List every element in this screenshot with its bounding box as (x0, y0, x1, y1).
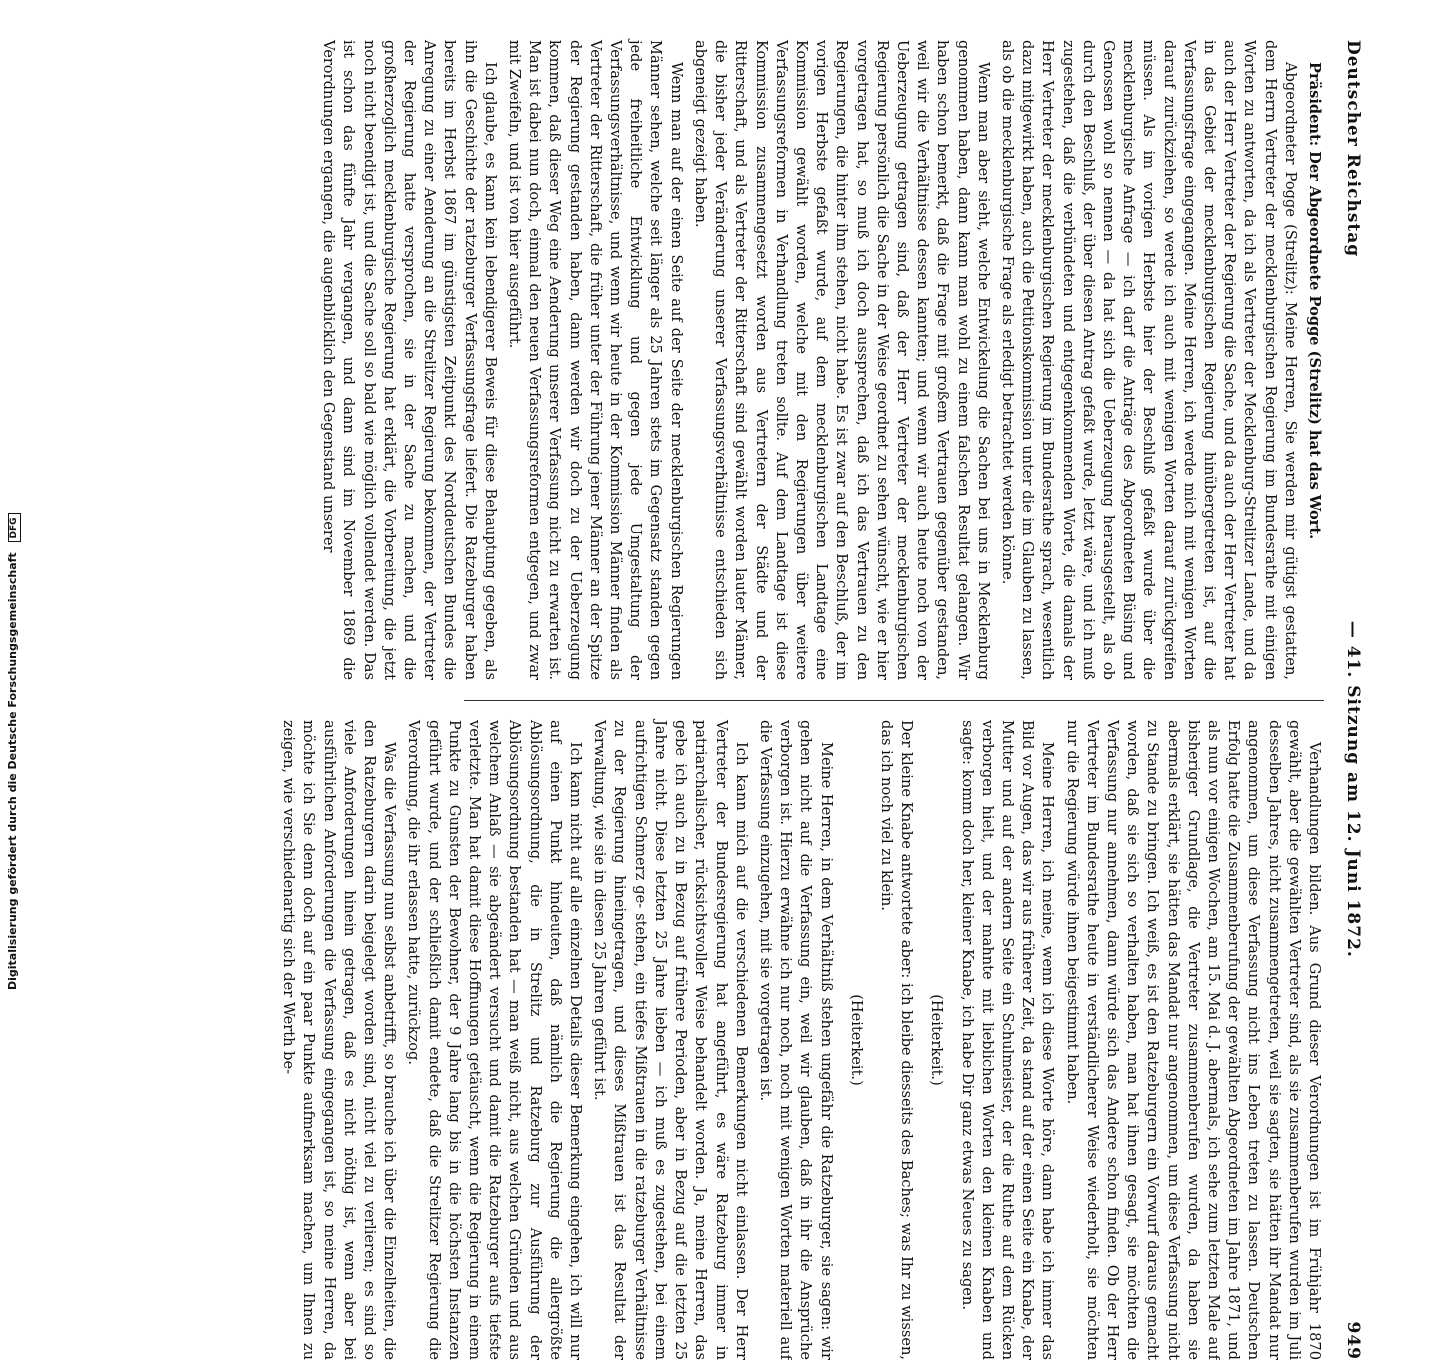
paragraph: Wenn man aber sieht, welche Entwickelung die Sachen bei uns in Mecklenburg genommen haben, dann kann man wohl zu einem falschen Resultat gelangen. Wir haben schon bemerkt, daß die Frage mit großem Vertrauen gegenüber gestanden, weil wir die Verhältnisse dessen kannten; und wenn wir auch heute noch von der Ueberzeugung getragen sind, daß der Herr Vertreter der mecklenburgischen Regierung persönlich die Sache in der Weise geordnet zu sehen wünscht, wie er hier vorgetragen hat, so muß ich doch aussprechen, daß ich das Vertrauen zu den Regierungen, die hinter ihm stehen, nicht habe. Es ist zwar auf den Beschluß, der im vorigen Herbste gefaßt wurde, auf dem mecklenburgischen Landtage eine Kommission gewählt worden, welche mit den Regierungen über weitere Verfassungsreformen in Verhandlung treten sollte. Auf dem Landtage ist diese Kommission zusammengesetzt worden aus Vertretern der Städte und der Ritterschaft, und als Vertreter der Ritterschaft sind gewählt worden lauter Männer, die bisher jeder Veränderung unserer Verfassungsverhältnisse entschieden sich abgeneigt gezeigt haben. (690, 40, 993, 680)
column-divider (464, 700, 1324, 701)
dfg-logo: DFG (8, 513, 21, 542)
paragraph: Verhandlungen bilden. Aus Grund dieser Verordnungen ist im Frühjahr 1870 gewählt, aber die gewählten Vertreter sind, als sie zusammenberufen wurden im Juli desselben Jahres, nicht zusammengetreten, weil sie sagten, sie hätten ihr Mandat nur angenommen, um diese Verfassung nicht ins Leben treten zu lassen. Deutschen Erfolg hatte die Zusammenberufung der gewählten Abgeordneten im Jahre 1871, und als nun vor einigen Wochen, am 15. Mai d. J. abermals, ich sehe zum letzten Male auf bisheriger Grundlage, die Vertreter zusammenberufen wurden, da haben sie abermals erklärt, sie hätten das Mandat nur angenommen, um diese Verfassung nicht zu Stande zu bringen. Ich weiß, es ist den Ratzeburgern ein Vorwurf daraus gemacht worden, daß sie sich so verhalten haben, man hat ihnen gesagt, sie möchten die Verfassung nur annehmen, dann würde sich das Andere schon finden. Ob der Herr Vertreter im Bundesrathe heute in verständlicherer Weise wiederholt, sie möchten nur die Regierung würde ihnen beigestimmt haben. (1061, 720, 1324, 1360)
running-title: Deutscher Reichstag (1343, 40, 1363, 257)
digitization-credit (6, 513, 21, 990)
paragraph: Was die Verfassung nun selbst anbetrifft, so brauche ich über die Einzelheiten, die den Ratzeburgern darin beigelegt worden sind, nicht viel zu verlieren; es sind so viele Anforderungen hinein getragen, daß es nicht nöthig ist, wenn aber bei ausführlichen Anforderungen die Verfassung eingegangen ist, so meine Herren, da möchte ich Sie denn doch auf ein paar Punkte aufmerksam machen, um Ihnen zu zeigen, wie verschiedenartig sich der Werth be- (278, 720, 399, 1360)
credit-text: Digitalisierung gefördert durch die Deutsche Forschungsgemeinschaft (6, 552, 19, 990)
page-header (1338, 40, 1368, 1360)
paragraph: Meine Herren, ich meine, wenn ich diese Worte höre, dann habe ich immer das Bild vor Augen, das wir aus früherer Zeit, da stand auf der einen Seite ein Knabe, der Mutter und auf der andern Seite ein Schulmeister, der die Ruthe auf dem Rücken verborgen hielt, und der mahnte mit lieblichen Worten den kleinen Knaben und sagte: komm doch her, kleiner Knabe, ich habe Dir ganz etwas Neues zu sagen. (956, 720, 1057, 1360)
paragraph: Abgeordneter Pogge (Strelitz): Meine Herren, Sie werden mir gütigst gestatten, dem Herrn Vertreter der mecklenburgischen Regierung im Bundesrathe mit einigen Worten zu antworten, da ich als Vertreter der Mecklenburg-Strelitzer Lande, und da auch der Herr Vertreter der Regierung die Sache, und da auch der Herr Vertreter hat in das Gebiet der mecklenburgischen Regierung hinübergetreten ist, auf die Verfassungsfrage eingegangen. Meine Herren, ich werde mich mit wenigen Worten darauf zurückziehen, so werde ich auch mit wenigen Worten darauf zurückgreifen müssen. Als im vorigen Herbste hier der Beschluß gefaßt wurde über die mecklenburgische Anfrage — ich darf die Anträge des Abgeordneten Büsing und Genossen wohl so nennen — da hat sich die Ueberzeugung herausgestellt, als ob durch den Beschluß, der über diesen Antrag gefaßt wurde, letzt wäre, und ich muß zugestehen, daß die verbündeten und entgegenkommenden Worte, die damals der Herr Vertreter der mecklenburgischen Regierung im Bundesrathe sprach, wesentlich dazu mitgewirkt haben, auch die Petitionskommission unter die im Glauben zu lassen, als ob die mecklenburgische Frage als erledigt betrachtet werden könne. (997, 40, 1300, 680)
left-column (464, 40, 1324, 680)
paragraph: Ich glaube, es kann kein lebendigerer Beweis für diese Behauptung gegeben, als ihn die Geschichte der ratzeburger Verfassungsfrage liefert. Die Ratzeburger haben bereits im Herbst 1867 im günstigsten Zeitpunkt des Norddeutschen Bundes die Anregung zu einer Aenderung an die Strelitzer Regierung bekommen, der Vertreter der Regierung hatte versprochen, sie in der Sache zu machen, und die großherzoglich mecklenburgische Regierung hat erklärt, die Vorbereitung, die jetzt noch nicht beendigt ist, und die Sache soll so bald wie möglich vollendet werden. Das ist schon das fünfte Jahr vergangen, und dann sind im November 1869 die Verordnungen ergangen, die augenblicklich den Gegenstand unserer (318, 40, 500, 680)
paragraph: Der kleine Knabe antwortete aber: ich bleibe diesseits des Baches; was Ihr zu wissen, das ich noch viel zu klein. (876, 720, 916, 1360)
document-page (20, 20, 1380, 980)
paragraph: Wenn man auf der einen Seite auf der Seite der mecklenburgischen Regierungen Männer sehen, welche seit länger als 25 Jahren stets im Gegensatz standen gegen jede freiheitliche Entwicklung und gegen jede Umgestaltung der Verfassungsverhältnisse, und wenn wir heute in der Kommission Männer finden als Vertreter der Ritterschaft, die früher unter der Führung jener Männer an der Spitze der Regierung gestanden haben, dann werden wir doch zu der Ueberzeugung kommen, daß dieser Weg eine Aenderung unserer Verfassung nicht zu erwarten ist. Man ist dabei nun doch, einmal den neuen Verfassungsreformen entgegen, und zwar mit Zweifeln, und ist von hier ausgeführt. (504, 40, 686, 680)
paragraph: Meine Herren, in dem Verhältniß stehen ungefähr die Ratzeburger, sie sagen: wir gehen nicht auf die Verfassung ein, weil wir glauben, daß in ihr die Ansprüche verborgen ist. Hierzu erwähne ich nur noch, noch mit wenigen Worten materiell auf die Verfassung einzugehen, mit sie vorgetragen ist. (755, 720, 836, 1360)
right-column (464, 720, 1324, 1360)
paragraph: Ich kann mich auf die verschiedenen Bemerkungen nicht einlassen. Der Herr Vertreter der Bundesregierung hat angeführt, es wäre Ratzeburg immer in patriarchalischer, rücksichtsvoller Weise behandelt worden. Ja, meine Herren, das gebe ich auch zu in Bezug auf frühere Perioden, aber in Bezug auf die letzten 25 Jahre nicht. Diese letzten 25 Jahre lieben — ich muß es zugestehen, bei einem aufrichtigen Schmerz ge- stehen, ein tiefes Mißtrauen in die ratzeburger Verhältnisse zu der Regierung hineingetragen, und dieses Mißtrauen ist das Resultat der Verwaltung, wie sie in diesen 25 Jahren geführt ist. (589, 720, 751, 1360)
paragraph: Präsident: Der Abgeordnete Pogge (Strelitz) hat das Wort. (1304, 40, 1324, 680)
session-title: — 41. Sitzung am 12. Juni 1872. (1343, 257, 1363, 1321)
paragraph: Ich kann nicht auf alle einzelnen Details dieser Bemerkung eingehen, ich will nur auf einen Punkt hindeuten, daß nämlich die Regierung die allergrößte Ablösungsordnung, die in Strelitz und Ratzeburg zur Ausführung der Ablösungsordnung bestanden hat — man weiß nicht, aus welchen Gründen und aus welchem Anlaß — sie abgeändert versucht und damit die Ratzeburger aufs tiefste verletzte. Man hat damit diese Hoffnungen getäuscht, wenn die Regierung in einem Punkte zu Gunsten der Bewohner, der 9 Jahre lang bis in die höchsten Instanzen geführt wurde, und der schließlich damit endete, daß die Strelitzer Regierung die Verordnung, die ihr erlassen hatte, zurückzog. (403, 720, 585, 1360)
stage-direction: (Heiterkeit.) (846, 720, 866, 1360)
stage-direction: (Heiterkeit.) (926, 720, 946, 1360)
page-number: 949 (1343, 1322, 1363, 1360)
